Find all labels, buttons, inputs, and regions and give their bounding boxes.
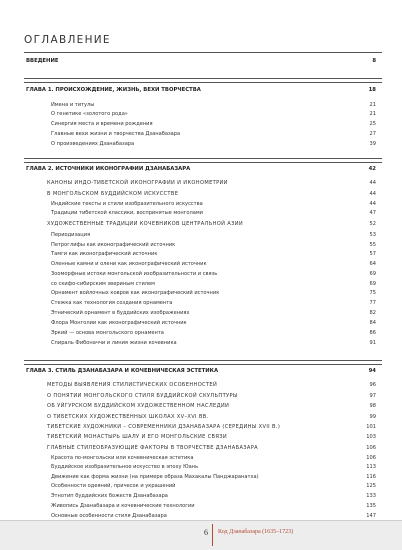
- toc-entry[interactable]: [0, 179, 402, 188]
- toc-entry-label: Традиции тибетской классики, воспринятые монголами: [51, 210, 203, 216]
- toc-entry-label: Буддийское изобразительное искусство в эпоху Юань: [51, 464, 199, 470]
- toc-entry[interactable]: [0, 433, 402, 442]
- toc-rule: [24, 158, 382, 159]
- toc-page-number: 69: [369, 281, 376, 287]
- toc-page-number: 57: [369, 251, 376, 257]
- toc-page-number: 82: [369, 310, 376, 316]
- toc-entry[interactable]: [0, 339, 402, 348]
- toc-entry-label: ТИБЕТСКИЙ МОНАСТЫРЬ ШАЛУ И ЕГО МОНГОЛЬСКИЕ СВЯЗИ: [47, 434, 228, 440]
- toc-entry[interactable]: [0, 473, 402, 482]
- toc-entry-label: О произведениях Дзанабазара: [51, 141, 135, 147]
- toc-entry-label: КАНОНЫ ИНДО-ТИБЕТСКОЙ ИКОНОГРАФИИ И ИКОНОМЕТРИИ: [47, 180, 228, 186]
- toc-rule: [24, 360, 382, 361]
- toc-page-number: 84: [369, 320, 376, 326]
- toc-entry[interactable]: [0, 241, 402, 250]
- toc-entry-label: Этнический орнамент в буддийских изображениях: [51, 310, 190, 316]
- toc-entry[interactable]: [0, 381, 402, 390]
- toc-page-number: 47: [369, 210, 376, 216]
- toc-entry[interactable]: [0, 140, 402, 149]
- toc-page-number: 42: [368, 166, 376, 172]
- toc-chapter[interactable]: [0, 86, 402, 95]
- toc-page-number: 97: [369, 393, 376, 399]
- toc-entry[interactable]: [0, 413, 402, 422]
- footer-divider: [212, 524, 213, 546]
- toc-entry-label: ТИБЕТСКИЕ ХУДОЖНИКИ – СОВРЕМЕННИКИ ДЗАНАБАЗАРА (СЕРЕДИНЫ XVII В.): [47, 424, 281, 430]
- toc-entry[interactable]: [0, 260, 402, 269]
- toc-entry-label: Главные вехи жизни и творчества Дзанабазара: [51, 131, 181, 137]
- toc-entry[interactable]: [0, 120, 402, 129]
- toc-entry[interactable]: [0, 209, 402, 218]
- toc-page-number: 147: [366, 513, 376, 519]
- toc-rule: [24, 78, 382, 79]
- toc-entry-label: Орнамент войлочных ковров как иконографический источник: [51, 290, 220, 296]
- toc-entry[interactable]: [0, 329, 402, 338]
- toc-rule: [24, 82, 382, 83]
- toc-page-number: 96: [369, 382, 376, 388]
- toc-chapter[interactable]: [0, 57, 402, 66]
- toc-entry-label: ГЛАВА 3. СТИЛЬ ДЗАНАБАЗАРА И КОЧЕВНИЧЕСКАЯ ЭСТЕТИКА: [26, 368, 219, 374]
- toc-page-number: 133: [366, 493, 376, 499]
- toc-entry[interactable]: [0, 250, 402, 259]
- toc-entry-label: Этнотип буддийских божеств Дзанабазара: [51, 493, 168, 499]
- toc-page-number: 44: [369, 201, 376, 207]
- toc-rule: [24, 52, 382, 53]
- page-number: 6: [204, 528, 208, 537]
- toc-entry[interactable]: [0, 319, 402, 328]
- toc-page-number: 64: [369, 261, 376, 267]
- footer-line: [0, 520, 402, 521]
- toc-entry-label: Синергия места и времени рождения: [51, 121, 153, 127]
- toc-entry[interactable]: [0, 402, 402, 411]
- toc-entry-label: ГЛАВА 2. ИСТОЧНИКИ ИКОНОГРАФИИ ДЗАНАБАЗАРА: [26, 166, 191, 172]
- toc-page-number: 8: [372, 58, 376, 64]
- toc-entry[interactable]: [0, 220, 402, 229]
- toc-entry-label: Тамги как иконографический источник: [51, 251, 158, 257]
- toc-chapter[interactable]: [0, 367, 402, 376]
- toc-entry-label: Движение как форма жизни (на примере образа Махакалы Панджаранатха): [51, 474, 259, 480]
- toc-entry-label: В МОНГОЛЬСКОМ БУДДИЙСКОМ ИСКУССТВЕ: [47, 191, 179, 197]
- toc-page-number: 94: [368, 368, 376, 374]
- toc-page-number: 75: [369, 290, 376, 296]
- toc-page-number: 91: [369, 340, 376, 346]
- toc-entry-label: Индийские тексты и стили изобразительного искусства: [51, 201, 203, 207]
- toc-page-number: 44: [369, 191, 376, 197]
- toc-entry-label: МЕТОДЫ ВЫЯВЛЕНИЯ СТИЛИСТИЧЕСКИХ ОСОБЕННОСТЕЙ: [47, 382, 218, 388]
- toc-page-number: 99: [369, 414, 376, 420]
- toc-page-number: 25: [369, 121, 376, 127]
- running-title: Код Дзанабазара (1635–1723): [218, 529, 294, 535]
- toc-entry[interactable]: [0, 299, 402, 308]
- toc-page-number: 106: [366, 455, 376, 461]
- toc-entry-label: Спираль Фибоначчи и линия жизни кочевника: [51, 340, 177, 346]
- toc-entry-label: О ТИБЕТСКИХ ХУДОЖЕСТВЕННЫХ ШКОЛАХ XV–XVI ВВ.: [47, 414, 209, 420]
- toc-entry-label: ХУДОЖЕСТВЕННЫЕ ТРАДИЦИИ КОЧЕВНИКОВ ЦЕНТРАЛЬНОЙ АЗИИ: [47, 221, 244, 227]
- toc-entry[interactable]: [0, 200, 402, 209]
- toc-page-number: 52: [369, 221, 376, 227]
- toc-title: ОГЛАВЛЕНИЕ: [24, 34, 111, 46]
- toc-page-number: 18: [368, 87, 376, 93]
- toc-entry[interactable]: [0, 190, 402, 199]
- toc-entry[interactable]: [0, 463, 402, 472]
- toc-chapter[interactable]: [0, 165, 402, 174]
- toc-entry[interactable]: [0, 110, 402, 119]
- toc-entry-label: О ПОНЯТИИ МОНГОЛЬСКОГО СТИЛЯ БУДДИЙСКОЙ СКУЛЬПТУРЫ: [47, 393, 238, 399]
- toc-page-number: 135: [366, 503, 376, 509]
- toc-entry-label: Флора Монголии как иконографический источник: [51, 320, 187, 326]
- toc-entry[interactable]: [0, 289, 402, 298]
- toc-entry-label: Особенности одеяний, причесок и украшений: [51, 483, 176, 489]
- toc-entry-label: ВВЕДЕНИЕ: [26, 58, 59, 64]
- toc-entry-label: Петроглифы как иконографический источник: [51, 242, 176, 248]
- toc-entry-label: Периодизация: [51, 232, 91, 238]
- toc-page-number: 125: [366, 483, 376, 489]
- toc-entry-label: Эркий — основа монгольского орнамента: [51, 330, 164, 336]
- toc-entry-label: со скифо-сибирским звериным стилем: [51, 281, 155, 287]
- toc-entry-label: Зооморфные истоки монгольской изобразительности и связь: [51, 271, 218, 277]
- toc-entry-label: Оленные камни и олени как иконографический источник: [51, 261, 207, 267]
- toc-entry-label: Имена и титулы: [51, 102, 95, 108]
- toc-entry[interactable]: [0, 492, 402, 501]
- toc-page-number: 86: [369, 330, 376, 336]
- toc-entry[interactable]: [0, 454, 402, 463]
- toc-page-number: 44: [369, 180, 376, 186]
- toc-entry[interactable]: [0, 444, 402, 453]
- toc-page-number: 21: [369, 102, 376, 108]
- toc-page-number: 98: [369, 403, 376, 409]
- toc-entry-label: ОБ УЙГУРСКОМ БУДДИЙСКОМ ХУДОЖЕСТВЕННОМ НАСЛЕДИИ: [47, 403, 230, 409]
- toc-entry-label: О генетике «золотого рода»: [51, 111, 128, 117]
- toc-page-number: 77: [369, 300, 376, 306]
- toc-entry-label: Красота по-монгольски или кочевническая эстетика: [51, 455, 194, 461]
- toc-page-number: 106: [366, 445, 376, 451]
- toc-entry[interactable]: [0, 101, 402, 110]
- toc-entry[interactable]: [0, 423, 402, 432]
- toc-page-number: 27: [369, 131, 376, 137]
- toc-rule: [24, 364, 382, 365]
- toc-entry-label: ГЛАВА 1. ПРОИСХОЖДЕНИЕ, ЖИЗНЬ, ВЕХИ ТВОРЧЕСТВА: [26, 87, 201, 93]
- toc-rule: [24, 162, 382, 163]
- toc-entry[interactable]: [0, 270, 402, 279]
- toc-entry[interactable]: [0, 231, 402, 240]
- toc-page-number: 21: [369, 111, 376, 117]
- toc-entry[interactable]: [0, 392, 402, 401]
- toc-entry-label: Стежка как технология создания орнамента: [51, 300, 173, 306]
- toc-page-number: 55: [369, 242, 376, 248]
- toc-entry[interactable]: [0, 130, 402, 139]
- toc-entry[interactable]: [0, 280, 402, 289]
- toc-entry-label: Живопись Дзанабазара и кочевнические технологии: [51, 503, 195, 509]
- toc-page-number: 69: [369, 271, 376, 277]
- toc-page-number: 113: [366, 464, 376, 470]
- toc-page-number: 39: [369, 141, 376, 147]
- toc-entry[interactable]: [0, 482, 402, 491]
- toc-entry-label: ГЛАВНЫЕ СТИЛЕОБРАЗУЮЩИЕ ФАКТОРЫ В ТВОРЧЕСТВЕ ДЗАНАБАЗАРА: [47, 445, 258, 451]
- toc-page-number: 103: [366, 434, 376, 440]
- toc-page-number: 53: [369, 232, 376, 238]
- toc-page-number: 116: [366, 474, 376, 480]
- toc-entry-label: Основные особенности стиля Дзанабазара: [51, 513, 167, 519]
- toc-entry[interactable]: [0, 502, 402, 511]
- toc-entry[interactable]: [0, 309, 402, 318]
- toc-page-number: 101: [366, 424, 376, 430]
